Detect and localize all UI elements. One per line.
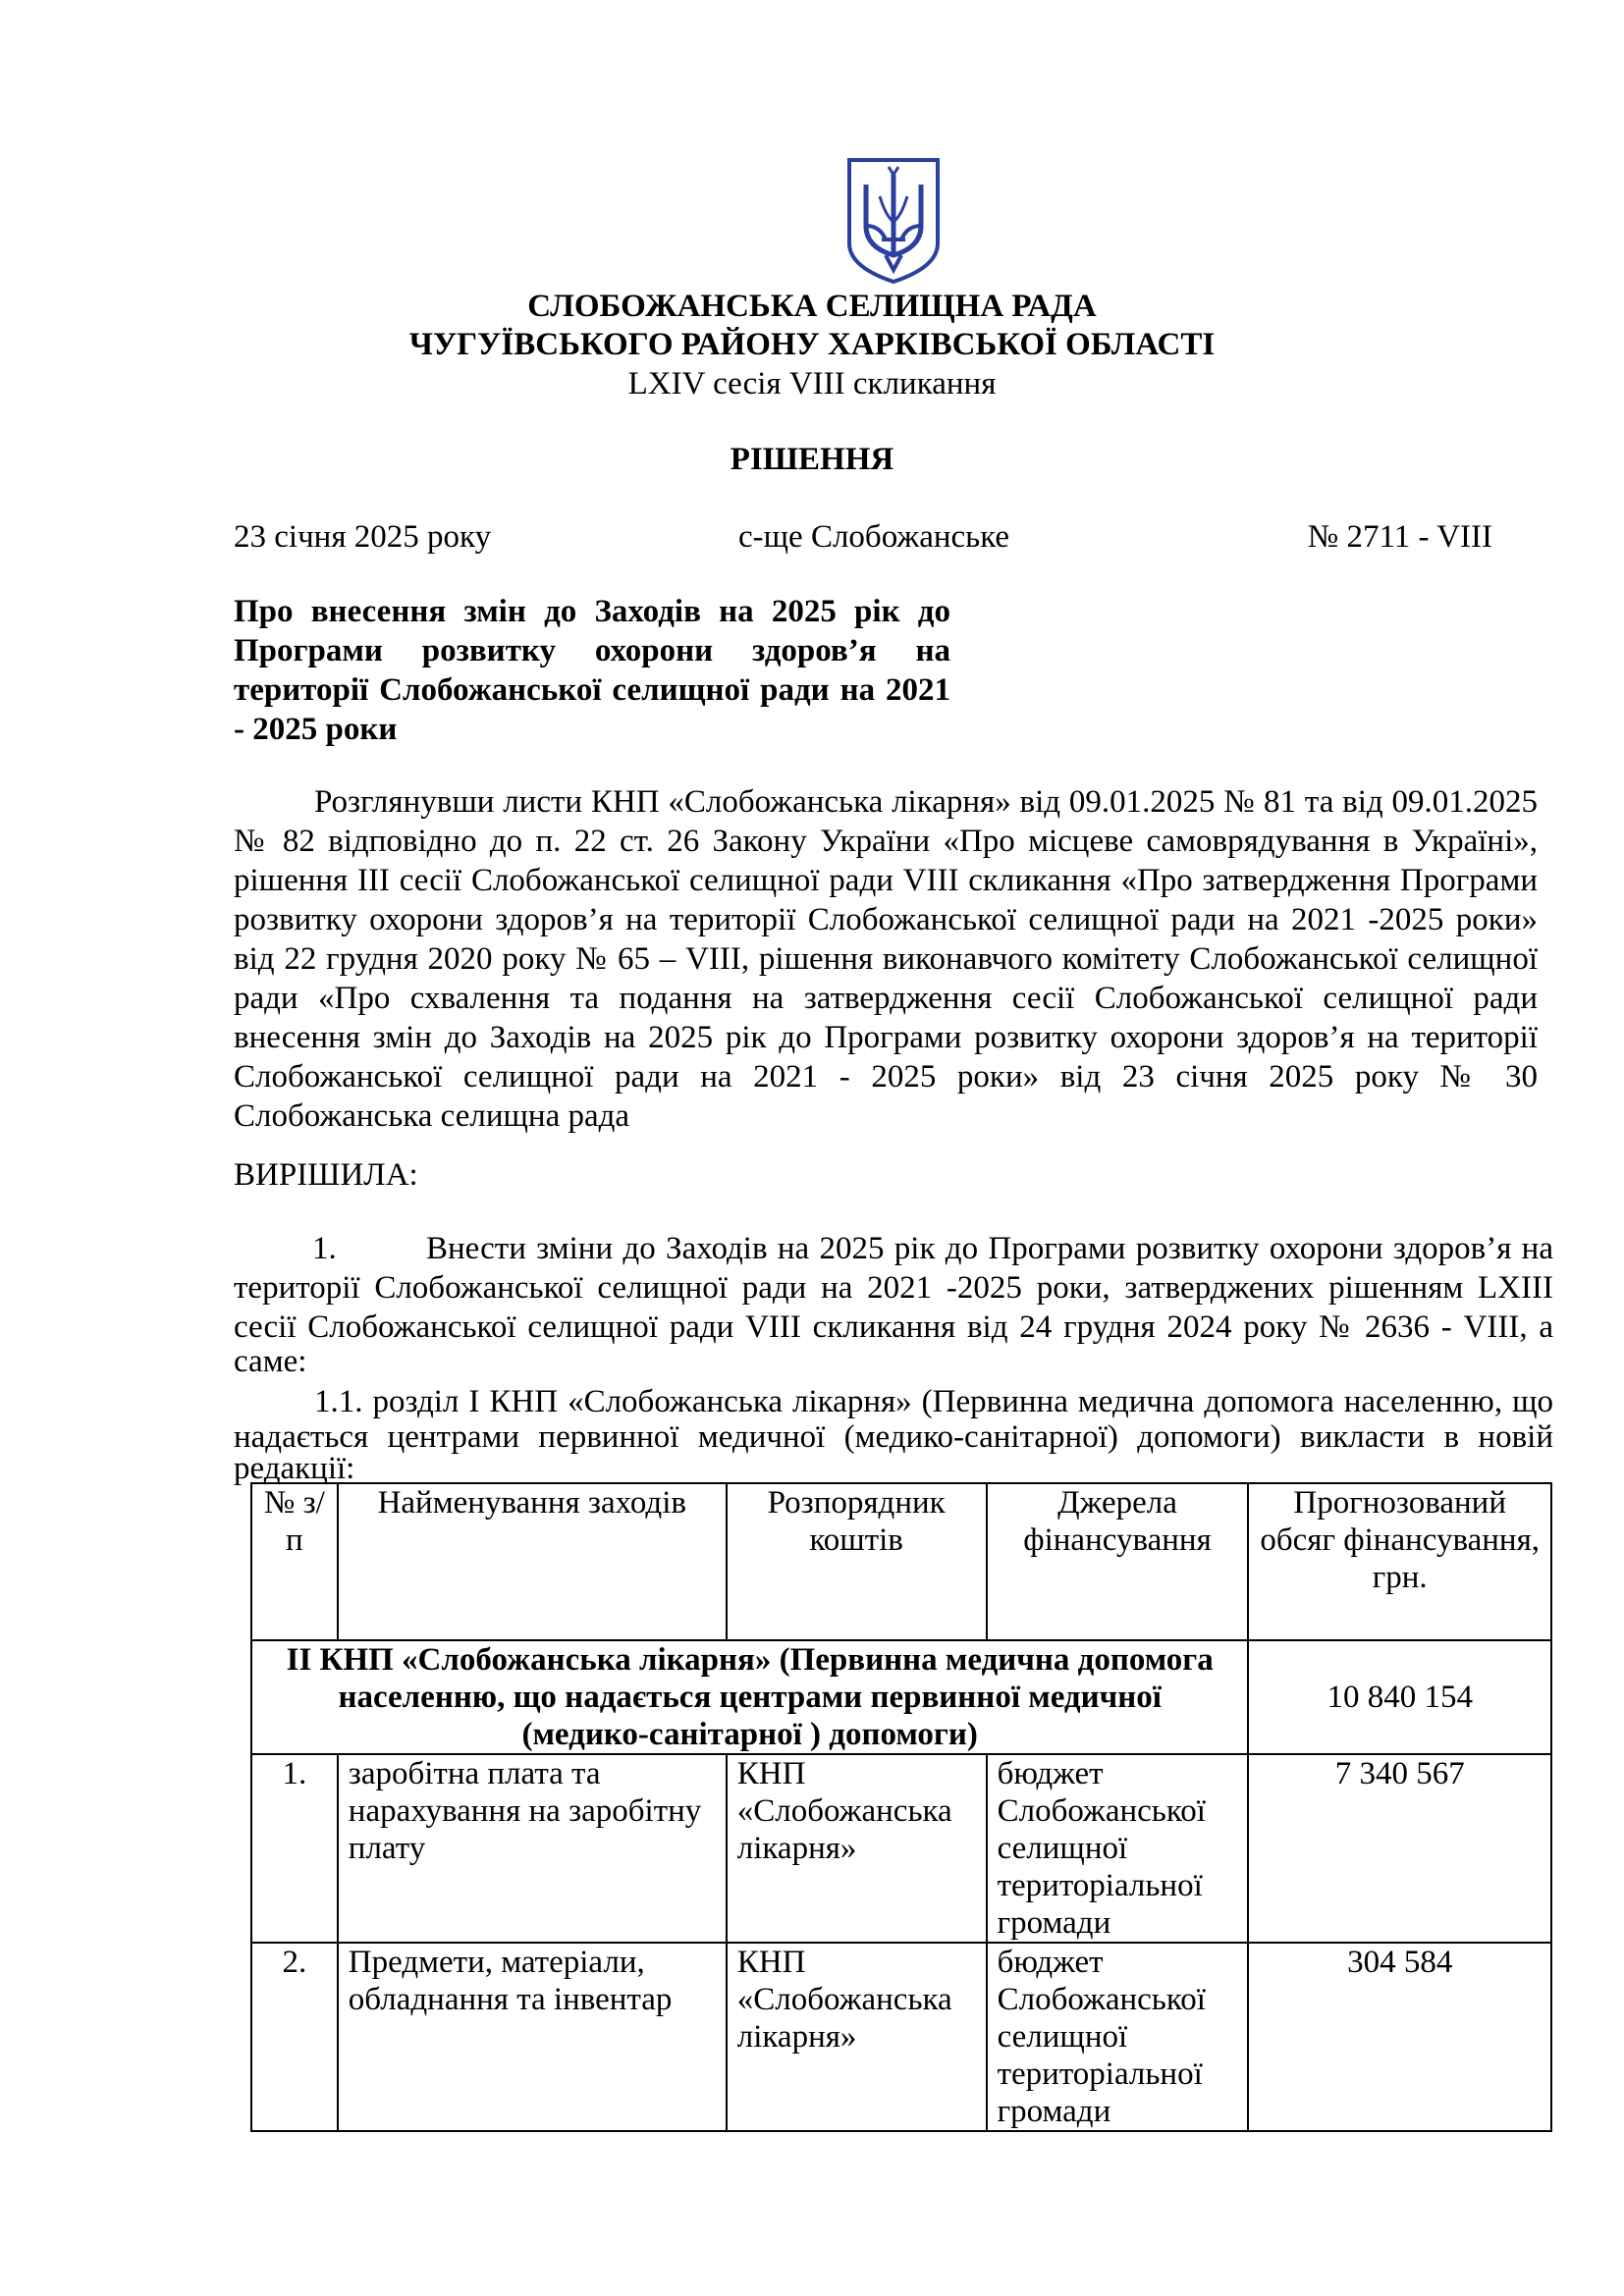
- header-num: № з/п: [251, 1483, 338, 1640]
- coat-of-arms-icon: [846, 157, 941, 285]
- subject-line: території Слобожанської селищної ради на 2021: [234, 672, 950, 708]
- row-source: бюджет Слобожанської селищної територіальної громади: [987, 1943, 1249, 2131]
- row-num: 2.: [251, 1943, 338, 2131]
- subject-line: Про внесення змін до Заходів на 2025 рік до: [234, 594, 950, 629]
- header-source: Джерела фінансування: [987, 1483, 1249, 1640]
- item-1-1-line: надається центрами первинної медичної (медико-санітарної) допомоги) викласти в новій: [234, 1419, 1553, 1455]
- item-1-line: Внести зміни до Заходів на 2025 рік до Програми розвитку охорони здоров’я на: [426, 1231, 1553, 1266]
- item-1-text: [234, 1229, 1553, 1379]
- preamble-line: № 82 відповідно до п. 22 ст. 26 Закону України «Про місцеве самоврядування в Україні»,: [234, 824, 1538, 859]
- item-1-1-text: [234, 1384, 1553, 1486]
- row-num: 1.: [251, 1754, 338, 1943]
- table-section-row: [251, 1640, 1551, 1754]
- item-1-line: саме:: [234, 1344, 307, 1379]
- preamble-line: ради «Про схвалення та подання на затвердження сесії Слобожанської селищної ради: [234, 981, 1538, 1016]
- item-1-1-line: 1.1. розділ І КНП «Слобожанська лікарня» (Первинна медична допомога населенню, що: [314, 1384, 1553, 1419]
- row-source: бюджет Слобожанської селищної територіальної громади: [987, 1754, 1249, 1943]
- item-1-line: сесії Слобожанської селищної ради VIII скликання від 24 грудня 2024 року № 2636 - VIII, а: [234, 1309, 1553, 1345]
- row-amount: 304 584: [1248, 1943, 1551, 2131]
- header-amount: Прогнозований обсяг фінансування, грн.: [1248, 1483, 1551, 1640]
- preamble-line: Слобожанської селищної ради на 2021 - 2025 роки» від 23 січня 2025 року № 30: [234, 1059, 1538, 1095]
- decision-number: № 2711 - VIII: [1307, 519, 1492, 555]
- row-manager: КНП «Слобожанська лікарня»: [727, 1943, 987, 2131]
- decided-heading: ВИРІШИЛА:: [234, 1157, 418, 1193]
- session-line: LXIV сесія VIII скликання: [627, 366, 997, 401]
- preamble-line: Розглянувши листи КНП «Слобожанська лікарня» від 09.01.2025 № 81 та від 09.01.2025: [314, 784, 1538, 820]
- row-amount: 7 340 567: [1248, 1754, 1551, 1943]
- preamble-line: Слобожанська селищна рада: [234, 1098, 630, 1134]
- section-title: ІІ КНП «Слобожанська лікарня» (Первинна медична допомога населенню, що надається центрами первинної медичної (медико-санітарної ) допомоги): [251, 1640, 1248, 1754]
- item-1-number: 1.: [312, 1231, 337, 1266]
- table-header-row: [251, 1483, 1551, 1640]
- item-1-1-line: редакції:: [234, 1451, 355, 1486]
- table-row: [251, 1943, 1551, 2131]
- council-name: СЛОБОЖАНСЬКА СЕЛИЩНА РАДА: [527, 289, 1097, 324]
- preamble: [234, 782, 1538, 1136]
- table-row: [251, 1754, 1551, 1943]
- subject-block: [234, 592, 950, 749]
- decision-date: 23 січня 2025 року: [234, 519, 492, 555]
- document-type: РІШЕННЯ: [730, 442, 894, 477]
- section-amount: 10 840 154: [1248, 1640, 1551, 1754]
- preamble-line: розвитку охорони здоров’я на території Слобожанської селищної ради на 2021 -2025 роки»: [234, 902, 1538, 937]
- decision-place: с-ще Слобожанське: [738, 519, 1010, 555]
- preamble-line: рішення ІІІ сесії Слобожанської селищної ради VIІІ скликання «Про затвердження Програми: [234, 863, 1538, 898]
- row-name: заробітна плата та нарахування на заробітну плату: [338, 1754, 727, 1943]
- header-manager: Розпорядник коштів: [727, 1483, 987, 1640]
- preamble-line: внесення змін до Заходів на 2025 рік до Програми розвитку охорони здоров’я на території: [234, 1020, 1538, 1055]
- measures-table: [250, 1482, 1552, 2132]
- subject-line: - 2025 роки: [234, 712, 398, 747]
- header-name: Найменування заходів: [338, 1483, 727, 1640]
- row-manager: КНП «Слобожанська лікарня»: [727, 1754, 987, 1943]
- district-name: ЧУГУЇВСЬКОГО РАЙОНУ ХАРКІВСЬКОЇ ОБЛАСТІ: [408, 327, 1216, 362]
- row-name: Предмети, матеріали, обладнання та інвентар: [338, 1943, 727, 2131]
- subject-line: Програми розвитку охорони здоров’я на: [234, 633, 950, 668]
- item-1-line: території Слобожанської селищної ради на 2021 -2025 роки, затверджених рішенням LXIII: [234, 1270, 1553, 1306]
- preamble-line: від 22 грудня 2020 року № 65 – VIІІ, рішення виконавчого комітету Слобожанської селищної: [234, 941, 1538, 977]
